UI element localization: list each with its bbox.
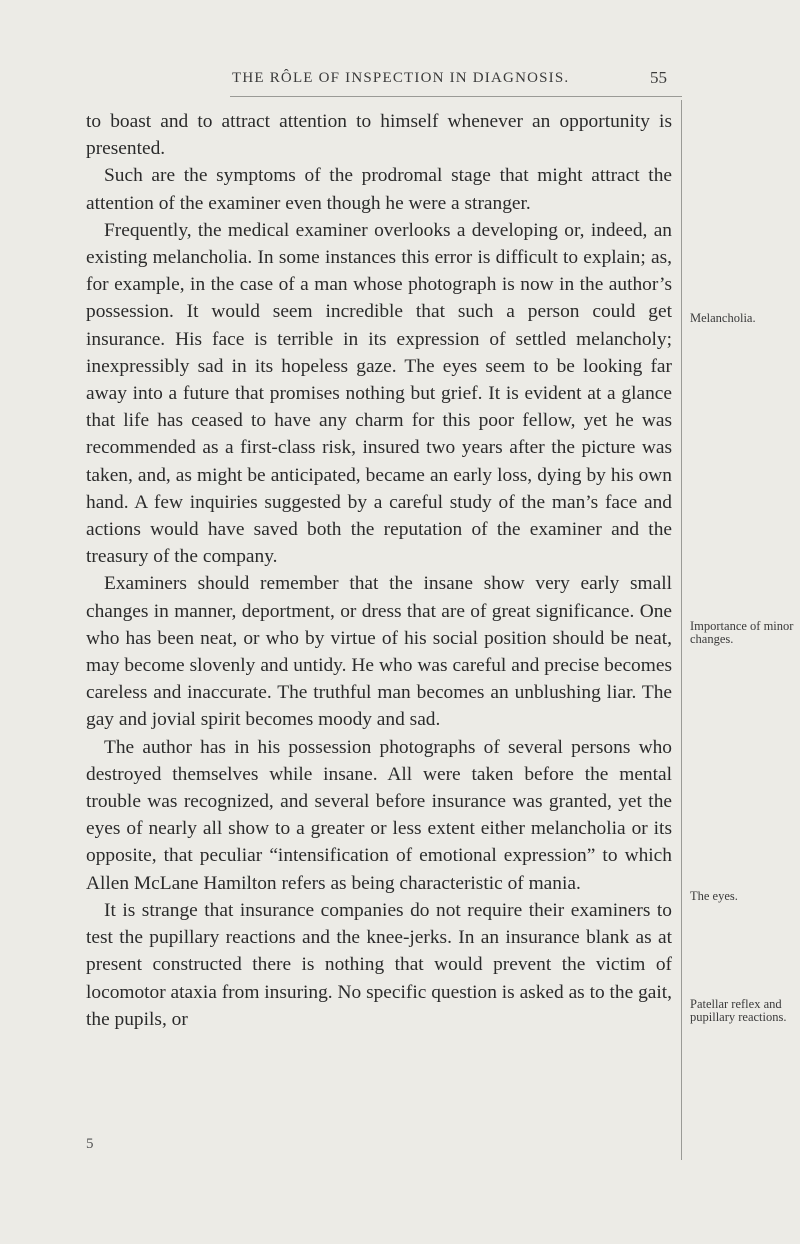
paragraph-eyes: The author has in his possession photographs of several persons who destroyed themselves while insane. All were taken before the mental trouble was recognized, and several before insurance was granted, yet the eyes of nearly all show to a greater or less extent either melancholia or its opposite, that peculiar “intensification of emotional expression” to which Allen McLane Hamilton refers as being characteristic of mania.: [86, 736, 672, 894]
side-note-melancholia: Melancholia.: [690, 311, 756, 325]
paragraph-continuation: to boast and to attract attention to himself whenever an opportunity is presented.: [86, 111, 672, 160]
paragraph-minor-changes: Examiners should remember that the insane show very early small changes in manner, deportment, or dress that are of great significance. One who has been neat, or who by virtue of his social position should be neat, may become slovenly and untidy. He who was careful and precise becomes careless and inaccurate. The truthful man becomes an unblushing liar. The gay and jovial spirit becomes moody and sad.: [86, 573, 672, 731]
signature-mark: 5: [86, 1136, 94, 1152]
side-note-eyes: The eyes.: [690, 889, 738, 903]
paragraph-prodromal: Such are the symptoms of the prodromal stage that might attract the attention of the examiner even though he were a stranger.: [86, 165, 672, 214]
side-note-minor-changes: Importance of minor changes.: [690, 619, 794, 646]
margin-rule: [681, 100, 682, 1160]
header-rule: [230, 96, 682, 97]
body-text: [86, 108, 672, 1033]
side-note-patellar-reflex: Patellar reflex and pupillary reactions.: [690, 997, 787, 1024]
paragraph-melancholia: Frequently, the medical examiner overlooks a developing or, indeed, an existing melancholia. In some instances this error is difficult to explain; as, for example, in the case of a man whose photograph is now in the author’s possession. It would seem incredible that such a person could get insurance. His face is terrible in its expression of settled melancholy; inexpressibly sad in its hopeless gaze. The eyes seem to be looking far away into a future that promises nothing but grief. It is evident at a glance that life has ceased to have any charm for this poor fellow, yet he was recommended as a first-class risk, insured two years after the picture was taken, and, as might be anticipated, became an early loss, dying by his own hand. A few inquiries suggested by a careful study of the man’s face and actions would have saved both the reputation of the examiner and the treasury of the company.: [86, 219, 672, 568]
page-number: 55: [650, 68, 667, 87]
running-head: THE RÔLE OF INSPECTION IN DIAGNOSIS.: [232, 70, 570, 86]
paragraph-reflexes: It is strange that insurance companies do not require their examiners to test the pupillary reactions and the knee-jerks. In an insurance blank as at present constructed there is nothing that would prevent the victim of locomotor ataxia from insuring. No specific question is asked as to the gait, the pupils, or: [86, 899, 672, 1030]
